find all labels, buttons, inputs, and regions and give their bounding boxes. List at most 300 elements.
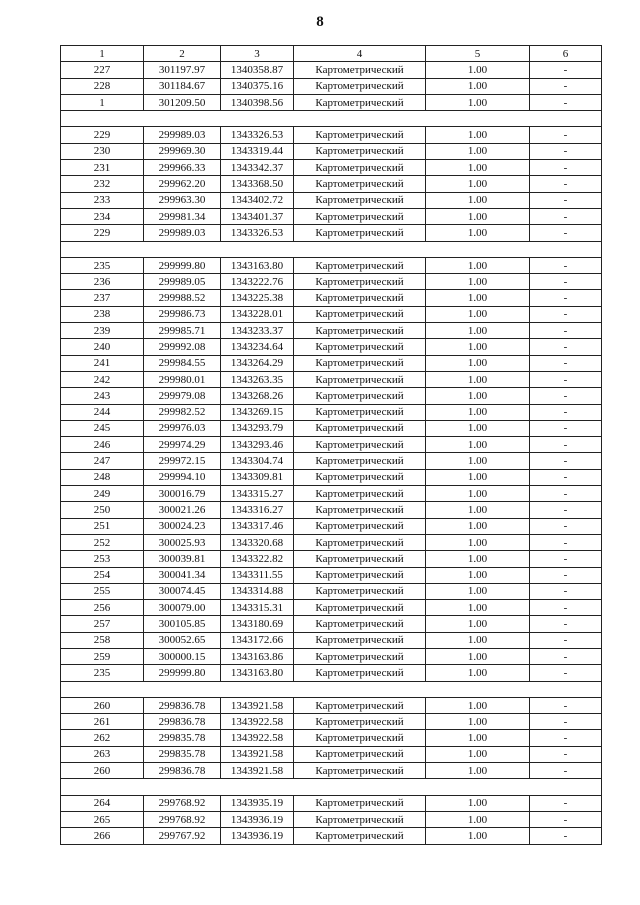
note-cell: - <box>530 225 602 241</box>
y-coordinate-cell: 1343921.58 <box>221 763 294 779</box>
y-coordinate-cell: 1343163.80 <box>221 257 294 273</box>
page-number: 8 <box>316 14 324 30</box>
method-cell: Картометрический <box>294 62 426 78</box>
table-row <box>61 274 602 290</box>
accuracy-cell: 1.00 <box>426 62 530 78</box>
note-cell: - <box>530 534 602 550</box>
x-coordinate-cell: 300041.34 <box>144 567 221 583</box>
x-coordinate-cell: 299969.30 <box>144 143 221 159</box>
note-cell: - <box>530 567 602 583</box>
table-body <box>61 62 602 844</box>
point-number-cell: 235 <box>61 665 144 681</box>
table-row <box>61 600 602 616</box>
note-cell: - <box>530 94 602 110</box>
accuracy-cell: 1.00 <box>426 730 530 746</box>
column-header-6: 6 <box>530 46 602 62</box>
y-coordinate-cell: 1343228.01 <box>221 306 294 322</box>
x-coordinate-cell: 299989.03 <box>144 127 221 143</box>
accuracy-cell: 1.00 <box>426 665 530 681</box>
x-coordinate-cell: 299981.34 <box>144 208 221 224</box>
note-cell: - <box>530 746 602 762</box>
note-cell: - <box>530 339 602 355</box>
y-coordinate-cell: 1343922.58 <box>221 730 294 746</box>
y-coordinate-cell: 1343314.88 <box>221 583 294 599</box>
y-coordinate-cell: 1343326.53 <box>221 225 294 241</box>
point-number-cell: 255 <box>61 583 144 599</box>
note-cell: - <box>530 127 602 143</box>
table-row <box>61 257 602 273</box>
separator-row <box>61 779 602 795</box>
y-coordinate-cell: 1343315.31 <box>221 600 294 616</box>
method-cell: Картометрический <box>294 746 426 762</box>
y-coordinate-cell: 1343304.74 <box>221 453 294 469</box>
note-cell: - <box>530 714 602 730</box>
column-header-1: 1 <box>61 46 144 62</box>
x-coordinate-cell: 299979.08 <box>144 388 221 404</box>
x-coordinate-cell: 299988.52 <box>144 290 221 306</box>
accuracy-cell: 1.00 <box>426 420 530 436</box>
accuracy-cell: 1.00 <box>426 143 530 159</box>
method-cell: Картометрический <box>294 600 426 616</box>
table-row <box>61 420 602 436</box>
table-row <box>61 94 602 110</box>
point-number-cell: 229 <box>61 225 144 241</box>
accuracy-cell: 1.00 <box>426 355 530 371</box>
accuracy-cell: 1.00 <box>426 746 530 762</box>
x-coordinate-cell: 300074.45 <box>144 583 221 599</box>
y-coordinate-cell: 1343935.19 <box>221 795 294 811</box>
y-coordinate-cell: 1343368.50 <box>221 176 294 192</box>
x-coordinate-cell: 299768.92 <box>144 795 221 811</box>
table-row <box>61 192 602 208</box>
table-row <box>61 62 602 78</box>
column-header-3: 3 <box>221 46 294 62</box>
method-cell: Картометрический <box>294 583 426 599</box>
y-coordinate-cell: 1343163.86 <box>221 648 294 664</box>
table-row <box>61 290 602 306</box>
point-number-cell: 228 <box>61 78 144 94</box>
point-number-cell: 248 <box>61 469 144 485</box>
accuracy-cell: 1.00 <box>426 323 530 339</box>
table-row <box>61 518 602 534</box>
note-cell: - <box>530 828 602 844</box>
note-cell: - <box>530 355 602 371</box>
accuracy-cell: 1.00 <box>426 518 530 534</box>
method-cell: Картометрический <box>294 192 426 208</box>
x-coordinate-cell: 299982.52 <box>144 404 221 420</box>
y-coordinate-cell: 1343222.76 <box>221 274 294 290</box>
note-cell: - <box>530 469 602 485</box>
x-coordinate-cell: 300016.79 <box>144 486 221 502</box>
method-cell: Картометрический <box>294 518 426 534</box>
accuracy-cell: 1.00 <box>426 388 530 404</box>
separator-cell <box>61 111 602 127</box>
separator-row <box>61 241 602 257</box>
x-coordinate-cell: 300025.93 <box>144 534 221 550</box>
table-row <box>61 388 602 404</box>
y-coordinate-cell: 1343342.37 <box>221 160 294 176</box>
table-row <box>61 534 602 550</box>
method-cell: Картометрический <box>294 469 426 485</box>
accuracy-cell: 1.00 <box>426 94 530 110</box>
point-number-cell: 239 <box>61 323 144 339</box>
point-number-cell: 243 <box>61 388 144 404</box>
point-number-cell: 260 <box>61 763 144 779</box>
table-row <box>61 323 602 339</box>
y-coordinate-cell: 1343402.72 <box>221 192 294 208</box>
accuracy-cell: 1.00 <box>426 811 530 827</box>
method-cell: Картометрический <box>294 811 426 827</box>
method-cell: Картометрический <box>294 567 426 583</box>
table-row <box>61 306 602 322</box>
point-number-cell: 262 <box>61 730 144 746</box>
method-cell: Картометрический <box>294 339 426 355</box>
method-cell: Картометрический <box>294 257 426 273</box>
note-cell: - <box>530 697 602 713</box>
note-cell: - <box>530 404 602 420</box>
x-coordinate-cell: 299984.55 <box>144 355 221 371</box>
accuracy-cell: 1.00 <box>426 583 530 599</box>
point-number-cell: 241 <box>61 355 144 371</box>
method-cell: Картометрический <box>294 828 426 844</box>
table-row <box>61 339 602 355</box>
x-coordinate-cell: 299836.78 <box>144 697 221 713</box>
y-coordinate-cell: 1343921.58 <box>221 697 294 713</box>
y-coordinate-cell: 1340398.56 <box>221 94 294 110</box>
table-row <box>61 632 602 648</box>
note-cell: - <box>530 763 602 779</box>
method-cell: Картометрический <box>294 355 426 371</box>
accuracy-cell: 1.00 <box>426 78 530 94</box>
point-number-cell: 227 <box>61 62 144 78</box>
note-cell: - <box>530 192 602 208</box>
point-number-cell: 231 <box>61 160 144 176</box>
note-cell: - <box>530 78 602 94</box>
table-row <box>61 486 602 502</box>
method-cell: Картометрический <box>294 551 426 567</box>
note-cell: - <box>530 502 602 518</box>
accuracy-cell: 1.00 <box>426 371 530 387</box>
point-number-cell: 263 <box>61 746 144 762</box>
y-coordinate-cell: 1343309.81 <box>221 469 294 485</box>
table-row <box>61 176 602 192</box>
method-cell: Картометрический <box>294 534 426 550</box>
column-header-2: 2 <box>144 46 221 62</box>
point-number-cell: 250 <box>61 502 144 518</box>
table-row <box>61 225 602 241</box>
table-row <box>61 160 602 176</box>
y-coordinate-cell: 1343921.58 <box>221 746 294 762</box>
point-number-cell: 235 <box>61 257 144 273</box>
x-coordinate-cell: 300105.85 <box>144 616 221 632</box>
point-number-cell: 260 <box>61 697 144 713</box>
accuracy-cell: 1.00 <box>426 453 530 469</box>
method-cell: Картометрический <box>294 730 426 746</box>
y-coordinate-cell: 1343234.64 <box>221 339 294 355</box>
table-row <box>61 811 602 827</box>
point-number-cell: 256 <box>61 600 144 616</box>
accuracy-cell: 1.00 <box>426 648 530 664</box>
method-cell: Картометрический <box>294 323 426 339</box>
note-cell: - <box>530 323 602 339</box>
y-coordinate-cell: 1343163.80 <box>221 665 294 681</box>
x-coordinate-cell: 301197.97 <box>144 62 221 78</box>
separator-cell <box>61 241 602 257</box>
point-number-cell: 245 <box>61 420 144 436</box>
y-coordinate-cell: 1343311.55 <box>221 567 294 583</box>
x-coordinate-cell: 299836.78 <box>144 714 221 730</box>
point-number-cell: 249 <box>61 486 144 502</box>
point-number-cell: 246 <box>61 437 144 453</box>
note-cell: - <box>530 600 602 616</box>
table-row <box>61 127 602 143</box>
accuracy-cell: 1.00 <box>426 160 530 176</box>
y-coordinate-cell: 1343922.58 <box>221 714 294 730</box>
point-number-cell: 1 <box>61 94 144 110</box>
note-cell: - <box>530 795 602 811</box>
y-coordinate-cell: 1343268.26 <box>221 388 294 404</box>
method-cell: Картометрический <box>294 78 426 94</box>
point-number-cell: 237 <box>61 290 144 306</box>
method-cell: Картометрический <box>294 225 426 241</box>
method-cell: Картометрический <box>294 94 426 110</box>
table-row <box>61 453 602 469</box>
method-cell: Картометрический <box>294 160 426 176</box>
y-coordinate-cell: 1340358.87 <box>221 62 294 78</box>
y-coordinate-cell: 1343315.27 <box>221 486 294 502</box>
table-row <box>61 616 602 632</box>
table-row <box>61 648 602 664</box>
point-number-cell: 252 <box>61 534 144 550</box>
table-row <box>61 795 602 811</box>
separator-row <box>61 111 602 127</box>
method-cell: Картометрический <box>294 795 426 811</box>
x-coordinate-cell: 299963.30 <box>144 192 221 208</box>
point-number-cell: 253 <box>61 551 144 567</box>
x-coordinate-cell: 300021.26 <box>144 502 221 518</box>
table-row <box>61 551 602 567</box>
x-coordinate-cell: 299999.80 <box>144 257 221 273</box>
accuracy-cell: 1.00 <box>426 828 530 844</box>
note-cell: - <box>530 160 602 176</box>
method-cell: Картометрический <box>294 453 426 469</box>
method-cell: Картометрический <box>294 420 426 436</box>
point-number-cell: 257 <box>61 616 144 632</box>
y-coordinate-cell: 1343225.38 <box>221 290 294 306</box>
y-coordinate-cell: 1343320.68 <box>221 534 294 550</box>
accuracy-cell: 1.00 <box>426 567 530 583</box>
point-number-cell: 238 <box>61 306 144 322</box>
note-cell: - <box>530 453 602 469</box>
accuracy-cell: 1.00 <box>426 290 530 306</box>
note-cell: - <box>530 143 602 159</box>
note-cell: - <box>530 176 602 192</box>
method-cell: Картометрический <box>294 665 426 681</box>
method-cell: Картометрический <box>294 208 426 224</box>
method-cell: Картометрический <box>294 306 426 322</box>
table-row <box>61 730 602 746</box>
y-coordinate-cell: 1343326.53 <box>221 127 294 143</box>
accuracy-cell: 1.00 <box>426 274 530 290</box>
point-number-cell: 244 <box>61 404 144 420</box>
x-coordinate-cell: 299989.03 <box>144 225 221 241</box>
y-coordinate-cell: 1343401.37 <box>221 208 294 224</box>
accuracy-cell: 1.00 <box>426 714 530 730</box>
accuracy-cell: 1.00 <box>426 534 530 550</box>
table-row <box>61 437 602 453</box>
x-coordinate-cell: 301184.67 <box>144 78 221 94</box>
x-coordinate-cell: 300024.23 <box>144 518 221 534</box>
x-coordinate-cell: 299974.29 <box>144 437 221 453</box>
table-row <box>61 404 602 420</box>
y-coordinate-cell: 1343264.29 <box>221 355 294 371</box>
table-row <box>61 502 602 518</box>
point-number-cell: 233 <box>61 192 144 208</box>
x-coordinate-cell: 299976.03 <box>144 420 221 436</box>
accuracy-cell: 1.00 <box>426 616 530 632</box>
accuracy-cell: 1.00 <box>426 192 530 208</box>
x-coordinate-cell: 301209.50 <box>144 94 221 110</box>
x-coordinate-cell: 299835.78 <box>144 746 221 762</box>
accuracy-cell: 1.00 <box>426 469 530 485</box>
table-row <box>61 469 602 485</box>
y-coordinate-cell: 1343269.15 <box>221 404 294 420</box>
table-row <box>61 697 602 713</box>
x-coordinate-cell: 299835.78 <box>144 730 221 746</box>
method-cell: Картометрический <box>294 502 426 518</box>
point-number-cell: 266 <box>61 828 144 844</box>
note-cell: - <box>530 648 602 664</box>
table-row <box>61 371 602 387</box>
point-number-cell: 247 <box>61 453 144 469</box>
note-cell: - <box>530 632 602 648</box>
accuracy-cell: 1.00 <box>426 795 530 811</box>
accuracy-cell: 1.00 <box>426 551 530 567</box>
note-cell: - <box>530 437 602 453</box>
accuracy-cell: 1.00 <box>426 502 530 518</box>
y-coordinate-cell: 1340375.16 <box>221 78 294 94</box>
y-coordinate-cell: 1343936.19 <box>221 828 294 844</box>
accuracy-cell: 1.00 <box>426 176 530 192</box>
y-coordinate-cell: 1343293.79 <box>221 420 294 436</box>
point-number-cell: 265 <box>61 811 144 827</box>
x-coordinate-cell: 299999.80 <box>144 665 221 681</box>
point-number-cell: 230 <box>61 143 144 159</box>
table-row <box>61 355 602 371</box>
note-cell: - <box>530 665 602 681</box>
x-coordinate-cell: 299767.92 <box>144 828 221 844</box>
method-cell: Картометрический <box>294 714 426 730</box>
x-coordinate-cell: 299962.20 <box>144 176 221 192</box>
separator-row <box>61 681 602 697</box>
note-cell: - <box>530 518 602 534</box>
note-cell: - <box>530 388 602 404</box>
accuracy-cell: 1.00 <box>426 225 530 241</box>
note-cell: - <box>530 583 602 599</box>
accuracy-cell: 1.00 <box>426 257 530 273</box>
accuracy-cell: 1.00 <box>426 486 530 502</box>
y-coordinate-cell: 1343172.66 <box>221 632 294 648</box>
x-coordinate-cell: 300039.81 <box>144 551 221 567</box>
note-cell: - <box>530 306 602 322</box>
note-cell: - <box>530 274 602 290</box>
point-number-cell: 236 <box>61 274 144 290</box>
note-cell: - <box>530 208 602 224</box>
point-number-cell: 251 <box>61 518 144 534</box>
method-cell: Картометрический <box>294 371 426 387</box>
note-cell: - <box>530 62 602 78</box>
note-cell: - <box>530 811 602 827</box>
x-coordinate-cell: 299989.05 <box>144 274 221 290</box>
separator-cell <box>61 779 602 795</box>
method-cell: Картометрический <box>294 388 426 404</box>
point-number-cell: 261 <box>61 714 144 730</box>
y-coordinate-cell: 1343263.35 <box>221 371 294 387</box>
point-number-cell: 264 <box>61 795 144 811</box>
table-row <box>61 143 602 159</box>
note-cell: - <box>530 420 602 436</box>
point-number-cell: 240 <box>61 339 144 355</box>
method-cell: Картометрический <box>294 127 426 143</box>
note-cell: - <box>530 257 602 273</box>
point-number-cell: 232 <box>61 176 144 192</box>
accuracy-cell: 1.00 <box>426 697 530 713</box>
accuracy-cell: 1.00 <box>426 600 530 616</box>
x-coordinate-cell: 299985.71 <box>144 323 221 339</box>
point-number-cell: 259 <box>61 648 144 664</box>
x-coordinate-cell: 299768.92 <box>144 811 221 827</box>
point-number-cell: 234 <box>61 208 144 224</box>
y-coordinate-cell: 1343319.44 <box>221 143 294 159</box>
x-coordinate-cell: 299992.08 <box>144 339 221 355</box>
method-cell: Картометрический <box>294 697 426 713</box>
method-cell: Картометрический <box>294 616 426 632</box>
x-coordinate-cell: 300052.65 <box>144 632 221 648</box>
table-row <box>61 763 602 779</box>
x-coordinate-cell: 299980.01 <box>144 371 221 387</box>
method-cell: Картометрический <box>294 176 426 192</box>
accuracy-cell: 1.00 <box>426 404 530 420</box>
accuracy-cell: 1.00 <box>426 339 530 355</box>
method-cell: Картометрический <box>294 437 426 453</box>
note-cell: - <box>530 730 602 746</box>
x-coordinate-cell: 299966.33 <box>144 160 221 176</box>
method-cell: Картометрический <box>294 143 426 159</box>
column-header-4: 4 <box>294 46 426 62</box>
method-cell: Картометрический <box>294 404 426 420</box>
point-number-cell: 254 <box>61 567 144 583</box>
method-cell: Картометрический <box>294 486 426 502</box>
table-row <box>61 208 602 224</box>
point-number-cell: 258 <box>61 632 144 648</box>
note-cell: - <box>530 616 602 632</box>
accuracy-cell: 1.00 <box>426 763 530 779</box>
table-row <box>61 714 602 730</box>
x-coordinate-cell: 299972.15 <box>144 453 221 469</box>
method-cell: Картометрический <box>294 290 426 306</box>
column-header-5: 5 <box>426 46 530 62</box>
table-row <box>61 567 602 583</box>
y-coordinate-cell: 1343322.82 <box>221 551 294 567</box>
coordinates-table <box>60 45 602 845</box>
method-cell: Картометрический <box>294 632 426 648</box>
table-row <box>61 78 602 94</box>
table-row <box>61 828 602 844</box>
table-header <box>61 46 602 62</box>
x-coordinate-cell: 299836.78 <box>144 763 221 779</box>
y-coordinate-cell: 1343317.46 <box>221 518 294 534</box>
separator-cell <box>61 681 602 697</box>
